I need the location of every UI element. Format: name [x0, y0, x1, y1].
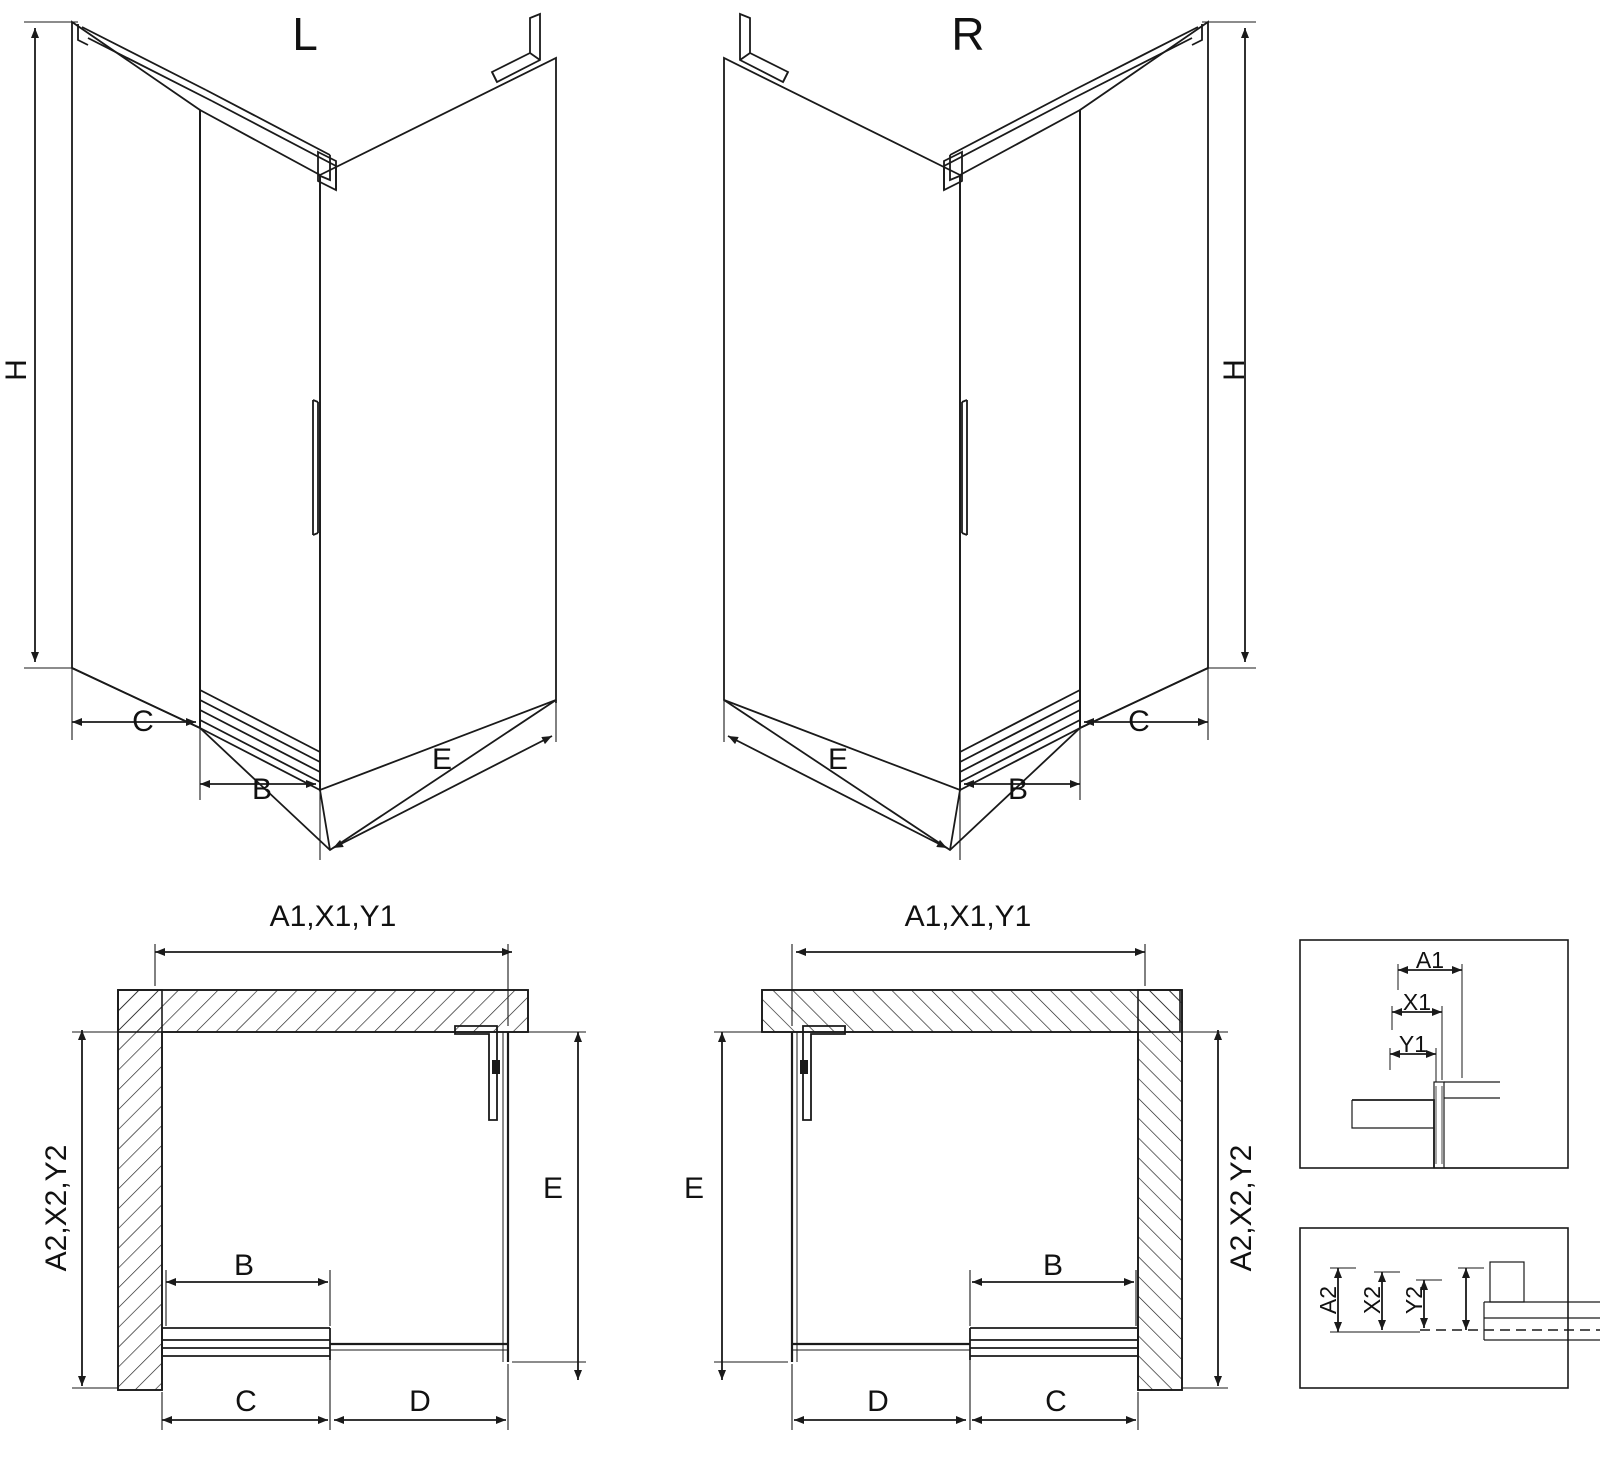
iso-view-left	[24, 14, 556, 860]
iso-view-right	[724, 14, 1256, 860]
plan-right-dim-e: E	[683, 1171, 705, 1205]
detail-top	[1300, 940, 1568, 1168]
plan-view-left	[72, 944, 586, 1430]
plan-right-dim-b: B	[1042, 1248, 1064, 1282]
plan-left-dim-e: E	[542, 1171, 564, 1205]
iso-left-dim-c: C	[132, 704, 154, 738]
plan-left-dim-c: C	[235, 1384, 257, 1418]
plan-right-top-dim: A1,X1,Y1	[904, 899, 1032, 933]
plan-view-right	[714, 944, 1228, 1430]
iso-right-dim-e: E	[827, 742, 849, 776]
iso-right-dim-h: H	[1217, 359, 1251, 381]
plan-left-dim-b: B	[233, 1248, 255, 1282]
detail-top-dim-x1: X1	[1402, 989, 1432, 1016]
detail-top-dim-a1: A1	[1415, 947, 1445, 974]
detail-bottom-dim-x2: X2	[1359, 1285, 1386, 1315]
title-right: R	[951, 8, 985, 61]
detail-top-dim-y1: Y1	[1398, 1031, 1428, 1058]
iso-left-dim-e: E	[431, 742, 453, 776]
plan-right-side-dim: A2,X2,Y2	[1224, 1144, 1258, 1272]
detail-bottom-dim-y2: Y2	[1401, 1285, 1428, 1315]
plan-left-dim-d: D	[409, 1384, 431, 1418]
iso-right-dim-b: B	[1007, 772, 1029, 806]
iso-left-dim-b: B	[251, 772, 273, 806]
detail-bottom	[1300, 1228, 1600, 1388]
iso-right-dim-c: C	[1128, 704, 1150, 738]
title-left: L	[292, 8, 318, 61]
plan-right-dim-d: D	[867, 1384, 889, 1418]
plan-left-top-dim: A1,X1,Y1	[269, 899, 397, 933]
plan-right-dim-c: C	[1045, 1384, 1067, 1418]
iso-left-dim-h: H	[0, 359, 33, 381]
detail-bottom-dim-a2: A2	[1315, 1285, 1342, 1315]
plan-left-side-dim: A2,X2,Y2	[39, 1144, 73, 1272]
